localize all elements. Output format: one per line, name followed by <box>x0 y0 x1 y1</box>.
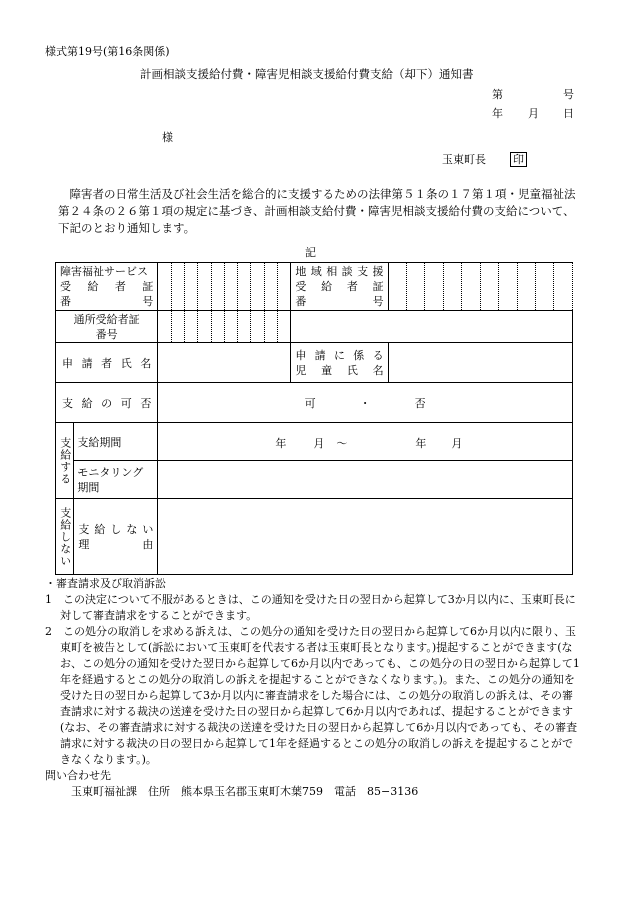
day-service-digit-cell[interactable] <box>171 311 184 343</box>
issuer: 玉東町長 <box>442 153 486 166</box>
regional-digit-cell[interactable] <box>517 263 535 311</box>
date-year: 年 <box>492 107 503 120</box>
day-service-blank <box>291 311 573 343</box>
applicant-name-label: 申 請 者 氏 名 <box>56 343 158 383</box>
regional-consultation-label: 地 域 相 談 支 援 受 給 者 証 番 号 <box>291 263 388 311</box>
day-service-label: 通所受給者証 番号 <box>56 311 158 343</box>
body-paragraph: 障害者の日常生活及び社会生活を総合的に支援するための法律第５１条の１７第１項・児童福祉法第２４条の２６第１項の規定に基づき、計画相談支給付費・障害児相談支援給付費の支給について、下記のとおり通知します。 <box>58 187 576 235</box>
day-service-digit-cell[interactable] <box>224 311 237 343</box>
welfare-digit-cell[interactable] <box>278 263 291 311</box>
day-service-digit-cell[interactable] <box>278 311 291 343</box>
grant-section-label: 支給する <box>56 423 74 499</box>
welfare-digit-cell[interactable] <box>171 263 184 311</box>
day-service-digit-cell[interactable] <box>184 311 197 343</box>
regional-digit-cell[interactable] <box>388 263 406 311</box>
approval-label: 支 給 の 可 否 <box>56 383 158 423</box>
applicant-name-field[interactable] <box>158 343 291 383</box>
note-item-2: 2 この処分の取消しを求める訴えは、この処分の通知を受けた日の翌日から起算して6か月以内に限り、玉東町を被告として(訴訟において玉東町を代表する者は玉東町長となります。)提起することができます(なお、この処分の通知を受けた翌日から起算して6か月以内であっても、この処分の日の翌日から起算して1年を経過するとこの処分の取消しの訴えを提起することができなくなります。)。また、この処分の通知を受けた日の翌日から起算して3か月以内に審査請求をした場合には、この処分の取消しの訴えは、その審査請求に対する裁決の送達を受けた日の翌日から起算して6か月以内であれば、提起することができます(なお、その審査請求に対する裁決の送達を受けた日の翌日から起算して6か月以内であっても、その審査請求に対する裁決の日の翌日から起算して1年を経過するとこの処分の取消しの訴えを提起することができなくなります。)。 <box>45 625 580 766</box>
date-month: 月 <box>528 107 539 120</box>
contact-line: 玉東町福祉課 住所 熊本県玉名郡玉東町木葉759 電話 85−3136 <box>71 785 419 798</box>
addressee-suffix: 様 <box>162 131 173 144</box>
regional-digit-cell[interactable] <box>425 263 443 311</box>
period-value[interactable]: 年 月 ～ 年 月 <box>158 423 573 461</box>
day-service-digit-cell[interactable] <box>211 311 224 343</box>
number-go: 号 <box>563 88 574 101</box>
day-service-digit-cell[interactable] <box>198 311 211 343</box>
monitoring-field[interactable] <box>158 461 573 499</box>
regional-digit-cell[interactable] <box>554 263 573 311</box>
document-title: 計画相談支援給付費・障害児相談支援給付費支給（却下）通知書 <box>140 67 474 81</box>
related-child-field[interactable] <box>388 343 572 383</box>
reason-label: 支 給 し な い 理 由 <box>74 499 158 575</box>
seal-mark: 印 <box>510 152 527 167</box>
day-service-digit-cell[interactable] <box>264 311 277 343</box>
ki-marker: 記 <box>305 246 316 259</box>
regional-digit-cell[interactable] <box>443 263 461 311</box>
period-label: 支給期間 <box>74 423 158 461</box>
welfare-digit-cell[interactable] <box>238 263 251 311</box>
notes-section <box>45 576 580 800</box>
regional-digit-cell[interactable] <box>499 263 517 311</box>
monitoring-label: モニタリング 期間 <box>74 461 158 499</box>
day-service-digit-cell[interactable] <box>251 311 264 343</box>
welfare-digit-cell[interactable] <box>251 263 264 311</box>
day-service-digit-cell[interactable] <box>238 311 251 343</box>
welfare-digit-cell[interactable] <box>158 263 171 311</box>
notes-heading: ・審査請求及び取消訴訟 <box>45 577 166 590</box>
welfare-service-label: 障害福祉サービス 受 給 者 証 番 号 <box>56 263 158 311</box>
welfare-digit-cell[interactable] <box>224 263 237 311</box>
date-day: 日 <box>563 107 574 120</box>
application-table <box>55 262 573 575</box>
regional-digit-cell[interactable] <box>462 263 480 311</box>
regional-digit-cell[interactable] <box>480 263 498 311</box>
number-dai: 第 <box>492 88 503 101</box>
welfare-digit-cell[interactable] <box>264 263 277 311</box>
regional-digit-cell[interactable] <box>407 263 425 311</box>
welfare-digit-cell[interactable] <box>211 263 224 311</box>
reason-field[interactable] <box>158 499 573 575</box>
day-service-digit-cell[interactable] <box>158 311 171 343</box>
contact-heading: 問い合わせ先 <box>45 769 111 782</box>
related-child-label: 申 請 に 係 る 児 童 氏 名 <box>291 343 388 383</box>
welfare-digit-cell[interactable] <box>184 263 197 311</box>
approval-value[interactable]: 可 ・ 否 <box>158 383 573 423</box>
form-number: 様式第19号(第16条関係) <box>45 45 170 58</box>
welfare-digit-cell[interactable] <box>198 263 211 311</box>
nogrant-section-label: 支給しない <box>56 499 74 575</box>
regional-digit-cell[interactable] <box>535 263 553 311</box>
note-item-1: 1 この決定について不服があるときは、この通知を受けた日の翌日から起算して3か月以内に、玉東町長に対して審査請求をすることができます。 <box>45 593 576 622</box>
